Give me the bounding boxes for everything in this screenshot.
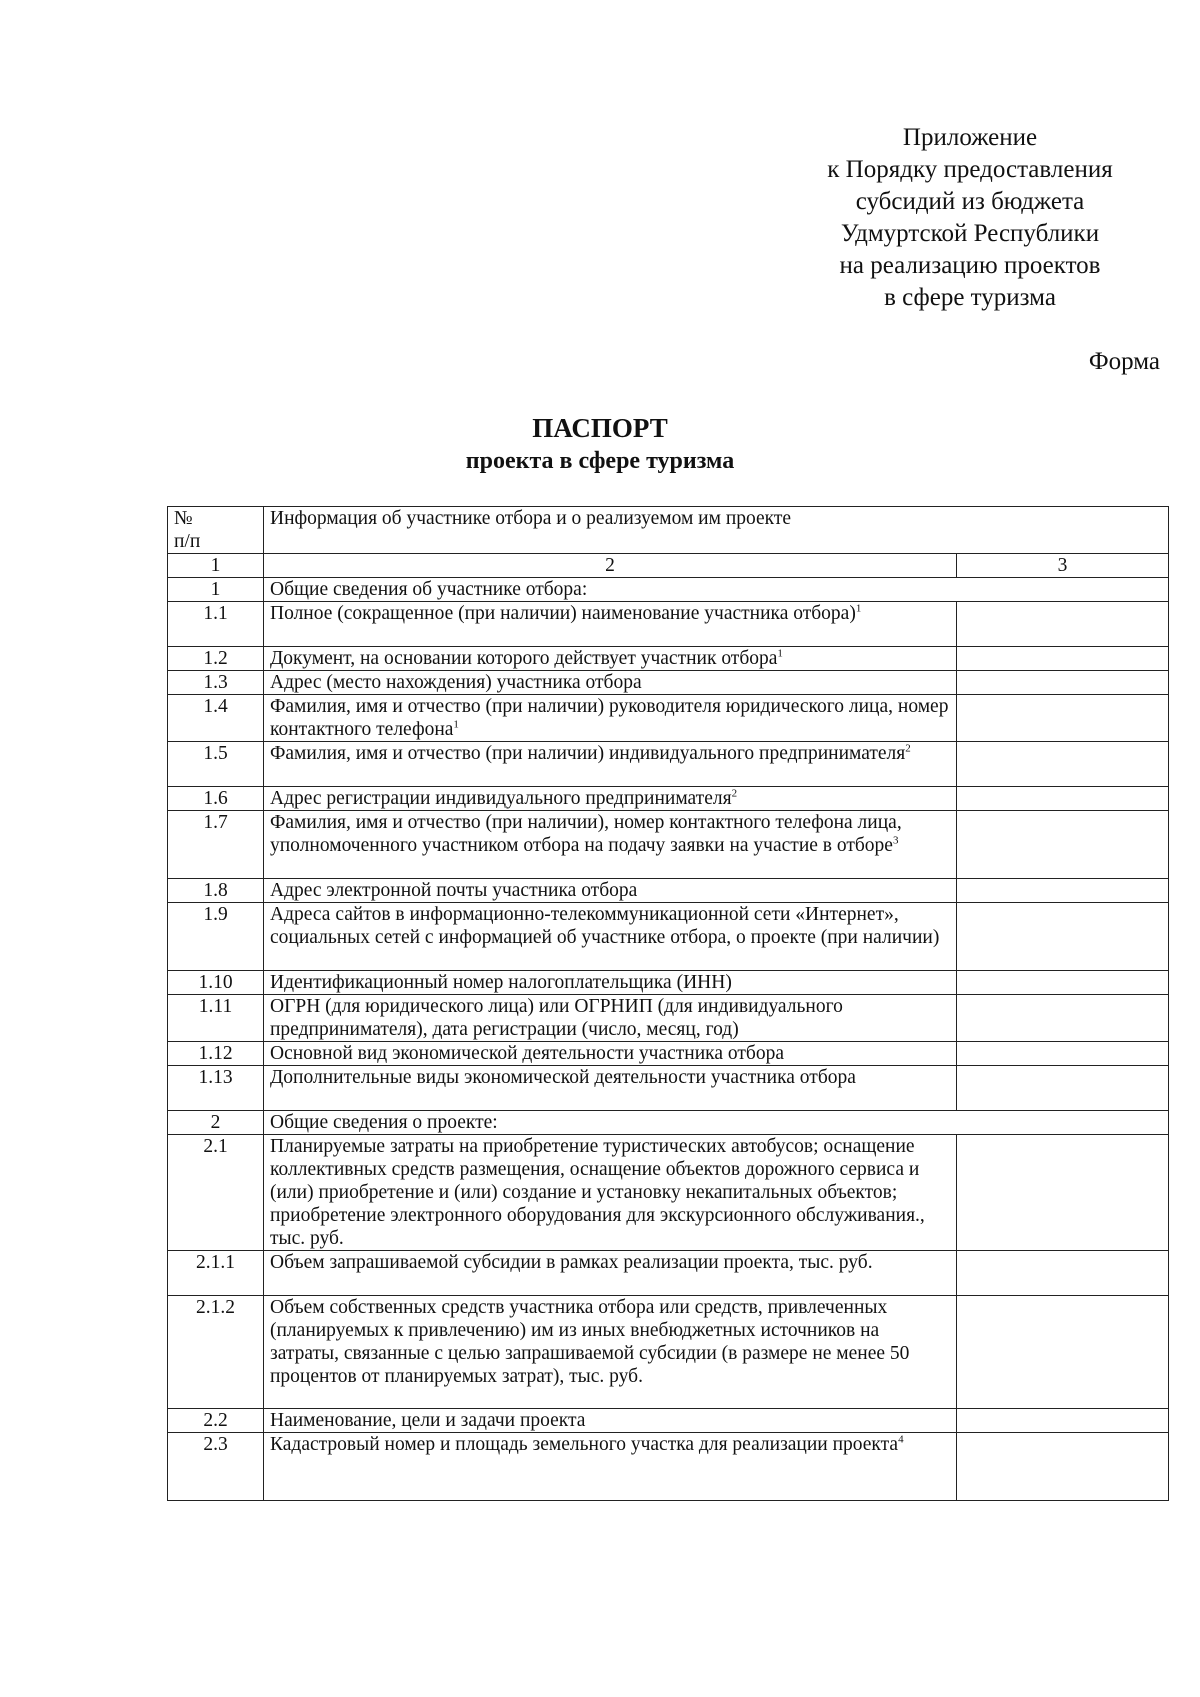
row-description-cell [264, 995, 957, 1042]
row-number-cell: 1.3 [168, 671, 264, 695]
row-description-text: Объем запрашиваемой субсидии в рамках реализации проекта, тыс. руб. [270, 1252, 873, 1273]
row-description-cell [264, 695, 957, 742]
row-description-cell [264, 602, 957, 647]
row-description-text: Адрес электронной почты участника отбора [270, 880, 638, 901]
row-value-cell[interactable] [957, 811, 1169, 879]
table-row [168, 811, 1169, 879]
row-number-cell: 1 [168, 578, 264, 602]
row-description-text: Адрес (место нахождения) участника отбора [270, 672, 642, 693]
row-value-cell[interactable] [957, 1042, 1169, 1066]
row-description-text: Адреса сайтов в информационно-телекоммуникационной сети «Интернет», социальных сетей с информацией об участнике отбора, о проекте (при наличии) [270, 904, 940, 948]
table-row [168, 1251, 1169, 1296]
row-number-cell: 2.1 [168, 1135, 264, 1251]
row-description-cell [264, 1111, 1169, 1135]
row-description-text: Кадастровый номер и площадь земельного участка для реализации проекта [270, 1434, 899, 1455]
table-row [168, 971, 1169, 995]
row-value-cell[interactable] [957, 1296, 1169, 1409]
row-value-cell[interactable] [957, 1251, 1169, 1296]
appendix-line: на реализацию проектов [839, 252, 1101, 279]
row-description-cell [264, 742, 957, 787]
row-value-cell[interactable] [957, 787, 1169, 811]
table-row [168, 1042, 1169, 1066]
table-row [168, 695, 1169, 742]
table-row [168, 1135, 1169, 1251]
row-description-cell [264, 671, 957, 695]
row-value-cell[interactable] [957, 995, 1169, 1042]
header-number-abbr: п/п [174, 531, 201, 552]
table-row [168, 742, 1169, 787]
row-description-text: Полное (сокращенное (при наличии) наименование участника отбора) [270, 603, 856, 624]
row-value-cell[interactable] [957, 1066, 1169, 1111]
row-description-text: Фамилия, имя и отчество (при наличии) индивидуального предпринимателя [270, 743, 906, 764]
footnote-marker: 4 [898, 1433, 904, 1446]
table-body [168, 578, 1169, 1501]
row-number-cell: 1.6 [168, 787, 264, 811]
table-row [168, 578, 1169, 602]
row-value-cell[interactable] [957, 1409, 1169, 1433]
row-number-cell: 1.7 [168, 811, 264, 879]
row-value-cell[interactable] [957, 647, 1169, 671]
appendix-line: Удмуртской Республики [840, 220, 1100, 247]
column-number-3: 3 [957, 554, 1169, 578]
appendix-line: Приложение [902, 124, 1038, 151]
row-description-text: Планируемые затраты на приобретение туристических автобусов; оснащение коллективных средств размещения, оснащение объектов дорожного сервиса и (или) приобретение и (или) создание и установку некапитальных объектов; приобретение электронного оборудования для экскурсионного обслуживания., тыс. руб. [270, 1136, 925, 1249]
header-number-sign: № [174, 508, 193, 529]
row-value-cell[interactable] [957, 742, 1169, 787]
row-number-cell: 1.10 [168, 971, 264, 995]
appendix-line: субсидий из бюджета [855, 188, 1085, 215]
document-subtitle: проекта в сфере туризма [465, 448, 735, 474]
footnote-marker: 2 [731, 787, 738, 800]
footnote-marker: 2 [905, 742, 911, 755]
row-value-cell[interactable] [957, 671, 1169, 695]
row-description-cell [264, 1433, 957, 1501]
table-row [168, 1111, 1169, 1135]
column-number-2: 2 [264, 554, 957, 578]
row-description-text: Фамилия, имя и отчество (при наличии), номер контактного телефона лица, уполномоченного участником отбора на подачу заявки на участие в отборе [270, 812, 902, 856]
row-description-cell [264, 879, 957, 903]
row-description-cell [264, 971, 957, 995]
column-number-row [168, 554, 1169, 578]
row-number-cell: 1.1 [168, 602, 264, 647]
row-number-cell: 2.1.2 [168, 1296, 264, 1409]
form-label: Форма [1088, 348, 1160, 375]
appendix-line: к Порядку предоставления [827, 156, 1113, 183]
appendix-block [770, 122, 1170, 314]
row-value-cell[interactable] [957, 1135, 1169, 1251]
row-description-cell [264, 578, 1169, 602]
row-description-cell [264, 903, 957, 971]
row-description-cell [264, 811, 957, 879]
row-description-text: Идентификационный номер налогоплательщика (ИНН) [270, 972, 732, 993]
row-description-text: Объем собственных средств участника отбора или средств, привлеченных (планируемых к привлечению) им из иных внебюджетных источников на затраты, связанные с целью запрашиваемой субсидии (в размере не менее 50 процентов от планируемых затрат), тыс. руб. [270, 1297, 910, 1387]
row-description-text: Документ, на основании которого действует участник отбора [270, 648, 778, 669]
row-number-cell: 2.2 [168, 1409, 264, 1433]
footnote-marker: 1 [777, 647, 783, 660]
row-value-cell[interactable] [957, 695, 1169, 742]
row-description-cell [264, 1135, 957, 1251]
row-number-cell: 1.4 [168, 695, 264, 742]
row-number-cell: 1.9 [168, 903, 264, 971]
row-number-cell: 1.8 [168, 879, 264, 903]
appendix-line: в сфере туризма [884, 284, 1056, 311]
table-row [168, 787, 1169, 811]
table-header-row [168, 507, 1169, 554]
row-number-cell: 2.3 [168, 1433, 264, 1501]
row-description-text: Адрес регистрации индивидуального предпринимателя [270, 788, 732, 809]
table-row [168, 647, 1169, 671]
header-info-cell: Информация об участнике отбора и о реализуемом им проекте [264, 507, 1169, 554]
row-number-cell: 2.1.1 [168, 1251, 264, 1296]
row-value-cell[interactable] [957, 1433, 1169, 1501]
row-value-cell[interactable] [957, 602, 1169, 647]
row-number-cell: 1.13 [168, 1066, 264, 1111]
row-description-cell [264, 1409, 957, 1433]
row-number-cell: 2 [168, 1111, 264, 1135]
row-number-cell: 1.11 [168, 995, 264, 1042]
passport-table [167, 506, 1169, 1501]
row-description-text: Наименование, цели и задачи проекта [270, 1410, 586, 1431]
table-row [168, 1409, 1169, 1433]
row-value-cell[interactable] [957, 903, 1169, 971]
row-description-text: Дополнительные виды экономической деятельности участника отбора [270, 1067, 856, 1088]
row-description-text: Фамилия, имя и отчество (при наличии) руководителя юридического лица, номер контактного телефона [270, 696, 949, 740]
row-description-cell [264, 1296, 957, 1409]
header-number-cell [168, 507, 264, 554]
row-description-text: Общие сведения о проекте: [270, 1112, 498, 1133]
table-row [168, 671, 1169, 695]
row-description-cell [264, 1042, 957, 1066]
row-description-cell [264, 787, 957, 811]
footnote-marker: 1 [453, 718, 459, 731]
table-row [168, 995, 1169, 1042]
table-row [168, 903, 1169, 971]
row-description-text: Общие сведения об участнике отбора: [270, 579, 588, 600]
row-number-cell: 1.2 [168, 647, 264, 671]
footnote-marker: 1 [855, 602, 862, 615]
column-number-1: 1 [168, 554, 264, 578]
table-row [168, 602, 1169, 647]
table-row [168, 1433, 1169, 1501]
row-description-cell [264, 647, 957, 671]
row-description-cell [264, 1066, 957, 1111]
row-number-cell: 1.5 [168, 742, 264, 787]
row-number-cell: 1.12 [168, 1042, 264, 1066]
row-description-text: Основной вид экономической деятельности участника отбора [270, 1043, 784, 1064]
table-row [168, 879, 1169, 903]
row-value-cell[interactable] [957, 879, 1169, 903]
row-description-text: ОГРН (для юридического лица) или ОГРНИП (для индивидуального предпринимателя), дата регистрации (число, месяц, год) [270, 996, 843, 1040]
row-value-cell[interactable] [957, 971, 1169, 995]
row-description-cell [264, 1251, 957, 1296]
document-title: ПАСПОРТ [532, 413, 668, 443]
table-row [168, 1296, 1169, 1409]
footnote-marker: 3 [892, 834, 899, 847]
table-row [168, 1066, 1169, 1111]
